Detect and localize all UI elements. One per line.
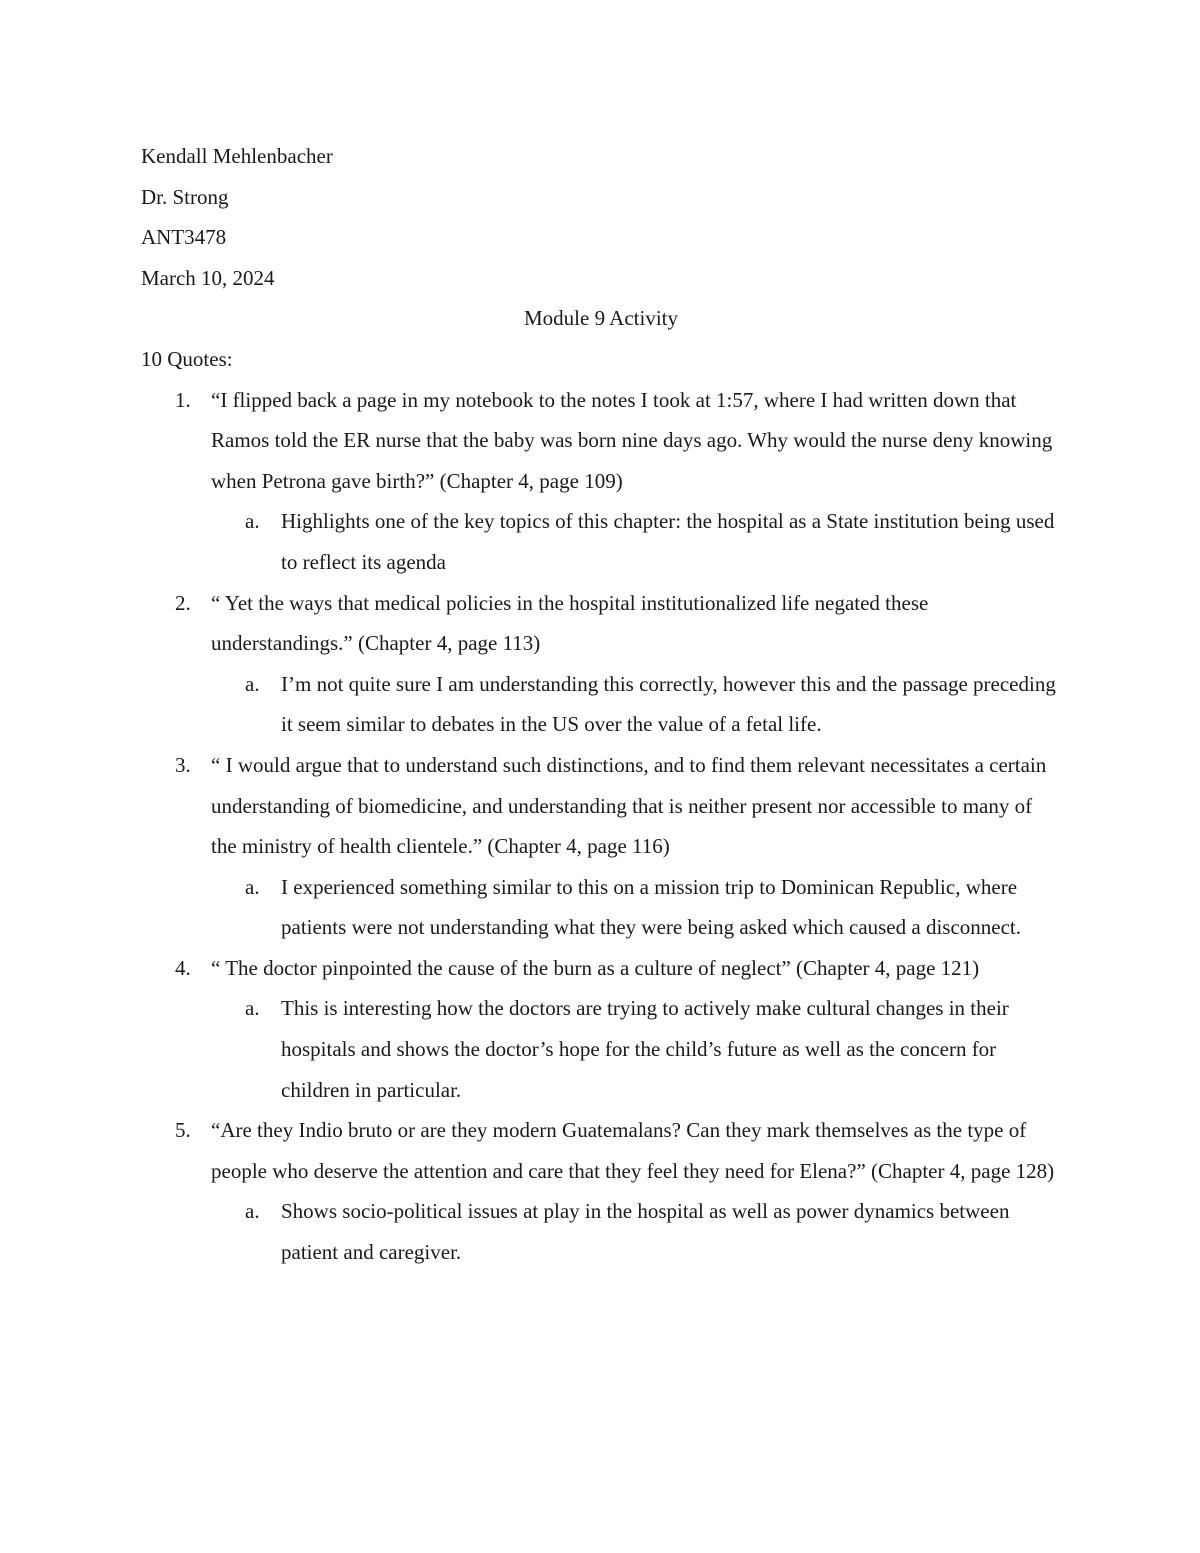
note-letter: a. [245, 509, 260, 534]
quote-item [141, 948, 1061, 989]
document-title: Module 9 Activity [524, 306, 678, 331]
note-text: I’m not quite sure I am understanding this correctly, however this and the passage preceding it seem similar to debates in the US over the value of a fetal life. [281, 671, 1056, 737]
quote-text: “ The doctor pinpointed the cause of the burn as a culture of neglect” (Chapter 4, page 121) [211, 955, 980, 980]
quote-note [141, 867, 1061, 948]
quote-text: “I flipped back a page in my notebook to the notes I took at 1:57, where I had written down that Ramos told the ER nurse that the baby was born nine days ago. Why would the nurse deny knowing when Petrona gave birth?” (Chapter 4, page 109) [211, 387, 1053, 493]
note-text: Shows socio-political issues at play in the hospital as well as power dynamics between patient and caregiver. [281, 1199, 1010, 1265]
student-name: Kendall Mehlenbacher [141, 144, 333, 168]
document-date: March 10, 2024 [141, 265, 275, 290]
note-text: I experienced something similar to this on a mission trip to Dominican Republic, where patients were not understanding what they were being asked which caused a disconnect. [281, 874, 1022, 940]
quote-text: “Are they Indio bruto or are they modern Guatemalans? Can they mark themselves as the type of people who deserve the attention and care that they feel they need for Elena?” (Chapter 4, page 128) [211, 1118, 1055, 1183]
quote-number: 2. [175, 590, 191, 615]
quote-item [141, 380, 1061, 502]
quote-item [141, 1110, 1061, 1191]
section-label: 10 Quotes: [141, 346, 233, 371]
quote-number: 4. [175, 955, 191, 980]
instructor-name: Dr. Strong [141, 184, 229, 209]
document-body [141, 136, 1061, 1273]
note-letter: a. [245, 996, 260, 1021]
quote-item [141, 745, 1061, 867]
course-code: ANT3478 [141, 225, 227, 250]
quote-note [141, 501, 1061, 582]
quote-number: 5. [175, 1118, 191, 1143]
note-text: This is interesting how the doctors are trying to actively make cultural changes in their hospitals and shows the doctor’s hope for the child’s future as well as the concern for children in particular. [281, 996, 1009, 1102]
quote-note [141, 988, 1061, 1110]
note-text: Highlights one of the key topics of this chapter: the hospital as a State institution being used to reflect its agenda [281, 509, 1055, 574]
note-letter: a. [245, 1199, 260, 1224]
quote-number: 1. [175, 387, 191, 412]
quote-text: “ I would argue that to understand such distinctions, and to find them relevant necessitates a certain understanding of biomedicine, and understanding that is neither present nor accessible to many of the ministry of health clientele.” (Chapter 4, page 116) [211, 752, 1047, 859]
note-letter: a. [245, 671, 260, 696]
quote-item [141, 583, 1061, 664]
quote-note [141, 1191, 1061, 1272]
quote-note [141, 664, 1061, 745]
quote-text: “ Yet the ways that medical policies in the hospital institutionalized life negated these understandings.” (Chapter 4, page 113) [211, 590, 929, 656]
quote-number: 3. [175, 752, 191, 777]
note-letter: a. [245, 874, 260, 899]
